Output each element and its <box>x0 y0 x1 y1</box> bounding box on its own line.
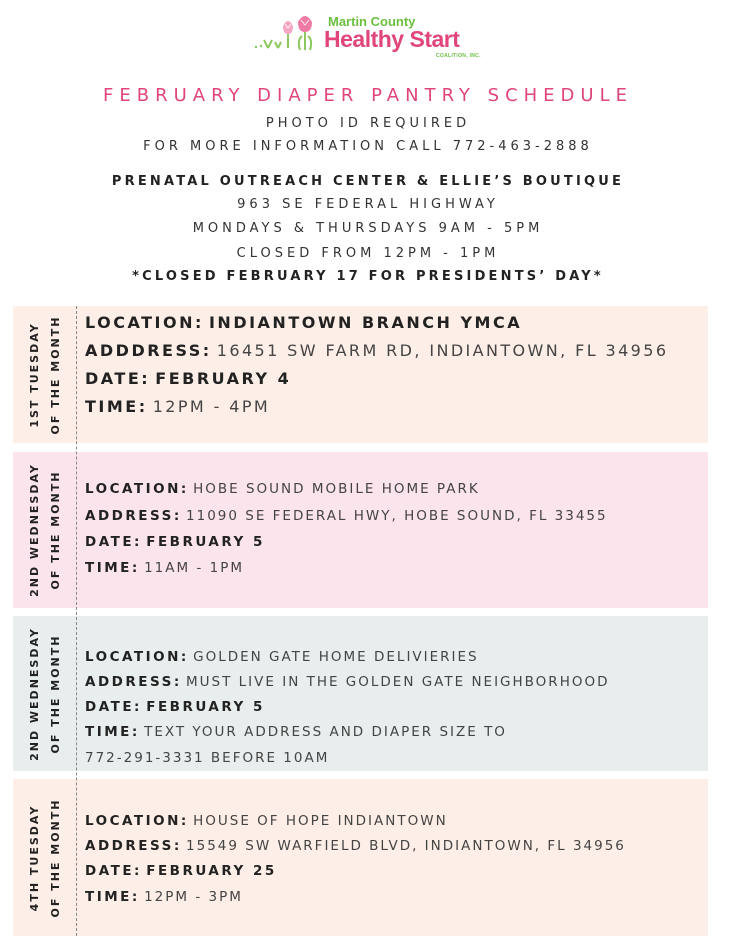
time-label: TIME: <box>85 724 140 740</box>
tab-line-1: 4TH TUESDAY <box>28 804 41 911</box>
healthy-start-logo <box>250 10 490 62</box>
tab-line-1: 2ND WEDNESDAY <box>28 626 41 761</box>
date-label: DATE: <box>85 369 151 388</box>
time-value: 11AM - 1PM <box>144 560 244 576</box>
location-row <box>85 813 448 829</box>
time-value: 12PM - 3PM <box>144 889 243 905</box>
time-value: 12PM - 4PM <box>152 397 271 416</box>
tab-line-1: 1ST TUESDAY <box>28 321 41 428</box>
location-value: HOBE SOUND MOBILE HOME PARK <box>193 481 480 497</box>
info-phone: FOR MORE INFORMATION CALL 772-463-2888 <box>143 139 593 154</box>
schedule-card-1 <box>13 306 708 443</box>
address-value: 11090 SE FEDERAL HWY, HOBE SOUND, FL 33455 <box>186 508 608 524</box>
date-value: FEBRUARY 5 <box>146 534 265 550</box>
location-row <box>85 313 522 332</box>
date-row <box>85 534 265 550</box>
center-name: PRENATAL OUTREACH CENTER & ELLIE’S BOUTIQUE <box>111 174 625 189</box>
date-value: FEBRUARY 4 <box>155 369 292 388</box>
date-value: FEBRUARY 5 <box>146 699 265 715</box>
time-label: TIME: <box>85 560 140 576</box>
location-label: LOCATION: <box>85 313 204 332</box>
logo-subtitle: COALITION, INC. <box>436 53 481 59</box>
location-label: LOCATION: <box>85 481 189 497</box>
tulip-icon <box>250 10 330 62</box>
schedule-card-2 <box>13 452 708 608</box>
photo-id-note: PHOTO ID REQUIRED <box>265 116 471 131</box>
time-label: TIME: <box>85 397 148 416</box>
date-row <box>85 863 277 879</box>
logo-org-name: Martin County <box>328 14 416 29</box>
time-label: TIME: <box>85 889 140 905</box>
address-label: ADDRESS: <box>85 838 182 854</box>
date-row <box>85 369 291 388</box>
date-label: DATE: <box>85 534 142 550</box>
date-row <box>85 699 265 715</box>
address-row <box>85 341 668 360</box>
center-hours: MONDAYS & THURSDAYS 9AM - 5PM <box>192 221 544 236</box>
time-continuation: 772-291-3331 BEFORE 10AM <box>85 750 330 766</box>
address-row <box>85 508 608 524</box>
schedule-tab <box>13 779 77 936</box>
schedule-tab <box>13 452 77 608</box>
location-value: HOUSE OF HOPE INDIANTOWN <box>193 813 448 829</box>
tab-line-2: OF THE MONTH <box>49 470 62 590</box>
address-label: ADDRESS: <box>85 674 182 690</box>
address-row <box>85 838 626 854</box>
date-value: FEBRUARY 25 <box>146 863 277 879</box>
time-row <box>85 724 507 740</box>
tab-line-2: OF THE MONTH <box>49 315 62 434</box>
time-value: TEXT YOUR ADDRESS AND DIAPER SIZE TO <box>144 724 507 740</box>
schedule-tab <box>13 306 77 443</box>
location-row <box>85 481 480 497</box>
date-label: DATE: <box>85 863 142 879</box>
time-row <box>85 889 243 905</box>
address-value: 16451 SW FARM RD, INDIANTOWN, FL 34956 <box>216 341 669 360</box>
time-row <box>85 560 244 576</box>
tab-line-2: OF THE MONTH <box>49 798 62 917</box>
location-label: LOCATION: <box>85 649 189 665</box>
date-label: DATE: <box>85 699 142 715</box>
location-value: GOLDEN GATE HOME DELIVIERIES <box>193 649 479 665</box>
address-value: MUST LIVE IN THE GOLDEN GATE NEIGHBORHOOD <box>186 674 610 690</box>
location-label: LOCATION: <box>85 813 189 829</box>
logo-brand-name: Healthy Start <box>324 26 460 52</box>
dashed-divider <box>76 306 77 936</box>
schedule-card-4 <box>13 779 708 936</box>
location-row <box>85 649 479 665</box>
tab-line-1: 2ND WEDNESDAY <box>28 463 41 597</box>
address-value: 15549 SW WARFIELD BLVD, INDIANTOWN, FL 34956 <box>186 838 626 854</box>
address-label: ADDRESS: <box>85 508 182 524</box>
center-closed-hours: CLOSED FROM 12PM - 1PM <box>236 246 500 261</box>
schedule-tab <box>13 616 77 771</box>
schedule-card-3 <box>13 616 708 771</box>
tab-line-2: OF THE MONTH <box>49 634 62 753</box>
center-address: 963 SE FEDERAL HIGHWAY <box>237 197 499 212</box>
holiday-notice: *CLOSED FEBRUARY 17 FOR PRESIDENTS’ DAY* <box>132 269 604 284</box>
time-row <box>85 397 270 416</box>
address-label: ADDDRESS: <box>85 341 212 360</box>
location-value: INDIANTOWN BRANCH YMCA <box>208 313 523 332</box>
address-row <box>85 674 610 690</box>
page-title: FEBRUARY DIAPER PANTRY SCHEDULE <box>103 85 633 106</box>
time-continuation-row <box>85 750 329 766</box>
